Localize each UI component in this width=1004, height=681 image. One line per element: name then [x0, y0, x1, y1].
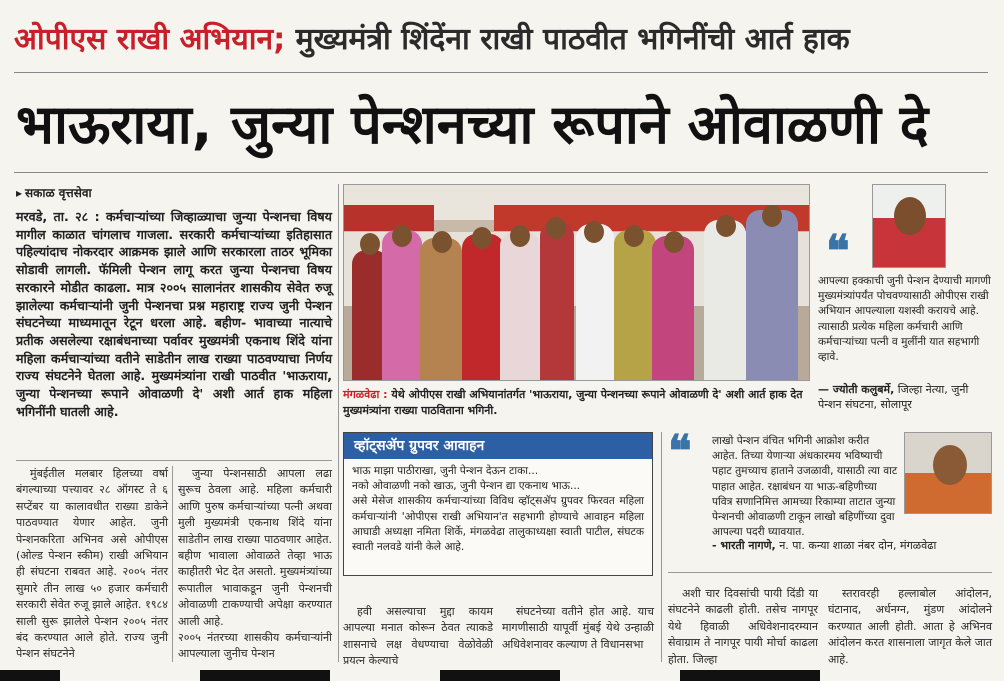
body-column-6 — [828, 586, 992, 668]
quote2-role: न. पा. कन्या शाळा नंबर दोन, मंगळवेढा — [775, 539, 937, 552]
body-column-4 — [502, 604, 654, 653]
quote2-name: - भारती नागणे, — [712, 539, 776, 552]
caption-text: येथे ओपीएस राखी अभियानांतर्गत 'भाऊराया, जुन्या पेन्शनच्या रूपाने ओवाळणी दे' अशी आर्त हाक देत मुख्यमंत्र्यांना राख्या पाठविताना भगिनी. — [343, 388, 803, 417]
column-divider — [661, 432, 662, 662]
quote2-attribution — [712, 538, 992, 553]
whatsapp-box — [343, 432, 653, 576]
kicker-label: ओपीएस राखी अभियान; — [14, 22, 286, 57]
quote1-text: आपल्या हक्काची जुनी पेन्शन देण्याची मागणी मुख्यमंत्र्यांपर्यंत पोचवण्यासाठी ओपीएस राखी अभियान आपल्याला यशस्वी करायचे आहे. त्यासाठी प्रत्येक महिला कर्मचारी आणि कर्मचाऱ्यांच्या पत्नी व मुलींनी यात सहभागी व्हावे. — [818, 275, 991, 364]
main-headline: भाऊराया, जुन्या पेन्शनच्या रूपाने ओवाळणी दे — [16, 93, 929, 156]
quote1-attribution — [818, 382, 992, 412]
quote-mark-icon: ❝ — [668, 426, 692, 477]
byline — [16, 184, 92, 201]
body-column-2 — [178, 466, 332, 663]
body-column-5-text: अशी चार दिवसांची पायी दिंडी या संघटनेने काढली होती. तसेच नागपूर येथे हिवाळी अधिवेशनादरम्यान सेवाग्राम ते नागपूर पायी मोर्चा काढला होता. जिल्हा — [668, 587, 818, 666]
column-divider — [338, 184, 339, 662]
group-photo — [343, 184, 810, 381]
quote2-portrait — [904, 432, 992, 514]
quote1-portrait — [872, 184, 946, 268]
kicker-rule — [14, 72, 988, 73]
caption-place: मंगळवेढा : — [343, 388, 388, 401]
quote1-role: जिल्हा नेत्या, जुनी पेन्शन संघटना, सोलापूर — [818, 383, 969, 411]
headline-rule — [14, 172, 988, 173]
section-divider — [668, 572, 992, 573]
body-column-6-text: स्तरावरही हल्लाबोल आंदोलन, घंटानाद, अर्धनग्न, मुंडण आंदोलने करण्यात आली होती. आता हे अभिनव आंदोलन करत शासनाला जागृत केले जात आहे. — [828, 587, 992, 666]
quote1-name: — ज्योती कलुबर्मे, — [818, 383, 895, 396]
kicker-headline — [14, 14, 994, 66]
whatsapp-line: असे मेसेज शासकीय कर्मचाऱ्यांच्या विविध व्हॉट्सॲप ग्रुपवर फिरवत महिला कर्मचाऱ्यांनी 'ओपीएस राखी अभियान'त सहभागी होण्याचे आवाहन महिला आघाडी अध्यक्षा नमिता शिर्के, मंगळवेढा तालुकाध्यक्षा स्वाती पाटील, संघटक स्वाती नलवडे यांनी केले आहे. — [352, 495, 644, 554]
column-divider — [172, 466, 173, 662]
whatsapp-box-body — [344, 459, 652, 560]
body-column-1 — [16, 466, 168, 663]
next-article-cutoff — [0, 670, 1004, 681]
body-column-1-text: मुंबईतील मलबार हिलच्या वर्षा बंगल्याच्या पत्त्यावर २८ ऑगस्ट ते ६ सप्टेंबर या कालावधीत राख्या डाकेने पाठवण्यात येणार आहेत. जुनी पेन्शनकरिता अभिनव असे ओपीएस (ओल्ड पेन्शन स्कीम) राखी अभियान ही संघटना राबवत आहे. २००५ नंतर सुमारे तीन लाख ५० हजार कर्मचारी सरकारी सेवेत रुजू झाले आहेत. १९८४ साली सुरू झालेले पेन्शन २००५ नंतर बंद करण्यात आले होते. राज्य जुनी पेन्शन संघटनेने — [16, 467, 168, 661]
whatsapp-box-title: व्हॉट्सॲप ग्रुपवर आवाहन — [344, 433, 652, 459]
body-column-2-text: जुन्या पेन्शनसाठी आपला लढा सुरूच ठेवला आहे. महिला कर्मचारी आणि पुरुष कर्मचाऱ्यांच्या पत्नी अथवा मुली मुख्यमंत्री एकनाथ शिंदे यांना साडेतीन लाख राख्या पाठवणार आहेत. बहीण भावाला ओवाळते तेव्हा भाऊ काहीतरी भेट देत असतो. मुख्यमंत्र्यांच्या रूपातील भावाकडून जुनी पेन्शनची ओवाळणी टाकण्याची अपेक्षा करण्यात आली आहे. २००५ नंतरच्या शासकीय कर्मचाऱ्यांनी आपल्याला जुनीच पेन्शन — [178, 467, 332, 661]
body-column-3-text: हवी असल्याचा मुद्दा कायम आपल्या मनात कोरून ठेवत त्याकडे शासनाचे लक्ष वेधण्याचा वेळोवेळी प्रयत्न केल्याचे — [343, 605, 493, 668]
body-column-5 — [668, 586, 818, 668]
lead-paragraph: मरवडे, ता. २८ : कर्मचाऱ्यांच्या जिव्हाळ्याचा जुन्या पेन्शनचा विषय मागील काळात चांगलाच गाजला. सरकारी कर्मचाऱ्यांच्या इतिहासात पहिल्यांदाच नोकरदार आक्रमक झाले आणि सरकारला ताठर भूमिका सोडावी लागली. फॅमिली पेन्शन लागू करत जुन्या पेन्शनचा विषय सरकारने मोडीत काढला. मात्र २००५ सालानंतर शासकीय सेवेत रुजू झालेल्या कर्मचाऱ्यांनी जुनी पेन्शनचा प्रश्न महाराष्ट्र राज्य जुनी पेन्शन संघटनेच्या माध्यमातून रेटून धरला आहे. बहीण- भावाच्या नात्याचे प्रतीक असलेल्या रक्षाबंधनाच्या पर्वावर मुख्यमंत्री एकनाथ शिंदे यांना महिला कर्मचाऱ्यांच्या वतीने साडेतीन लाख राख्या पाठवण्याचा निर्णय राज्य संघटनेने घेतला आहे. मुख्यमंत्र्यांना राखी पाठवीत 'भाऊराया, जुन्या पेन्शनच्या रूपाने ओवाळणी दे' अशी आर्त हाक महिला भगिनींनी घातली आहे. — [16, 209, 332, 419]
quote2-text: लाखो पेन्शन वंचित भगिनी आक्रोश करीत आहेत. तिच्या येणाऱ्या अंधकारमय भविष्याची पहाट तुमच्याच हाताने उजळावी, यासाठी त्या वाट पाहात आहेत. रक्षाबंधन या भाऊ-बहिणीच्या पवित्र सणानिमित्त आमच्या रिकाम्या ताटात जुन्या पेन्शनची ओवाळणी टाकून लाखो बहिणींच्या दुवा आपल्या पदरी घ्यावयात. — [712, 435, 898, 539]
kicker-text: मुख्यमंत्री शिंदेंना राखी पाठवीत भगिनींची आर्त हाक — [285, 22, 850, 57]
photo-caption — [343, 387, 813, 419]
body-column-3 — [343, 604, 493, 670]
section-divider — [16, 460, 332, 461]
byline-text: सकाळ वृत्तसेवा — [25, 186, 92, 200]
whatsapp-line: नको ओवाळणी नको खाऊ, जुनी पेन्शन द्या एकनाथ भाऊ... — [352, 480, 581, 493]
body-column-4-text: संघटनेच्या वतीने होत आहे. याच मागणीसाठी यापूर्वी मुंबई येथे उन्हाळी अधिवेशनावर कल्याण ते विधानसभा — [502, 605, 654, 651]
quote-mark-icon: ❝ — [826, 226, 850, 277]
whatsapp-line: भाऊ माझा पाठीराखा, जुनी पेन्शन देऊन टाका... — [352, 465, 539, 477]
